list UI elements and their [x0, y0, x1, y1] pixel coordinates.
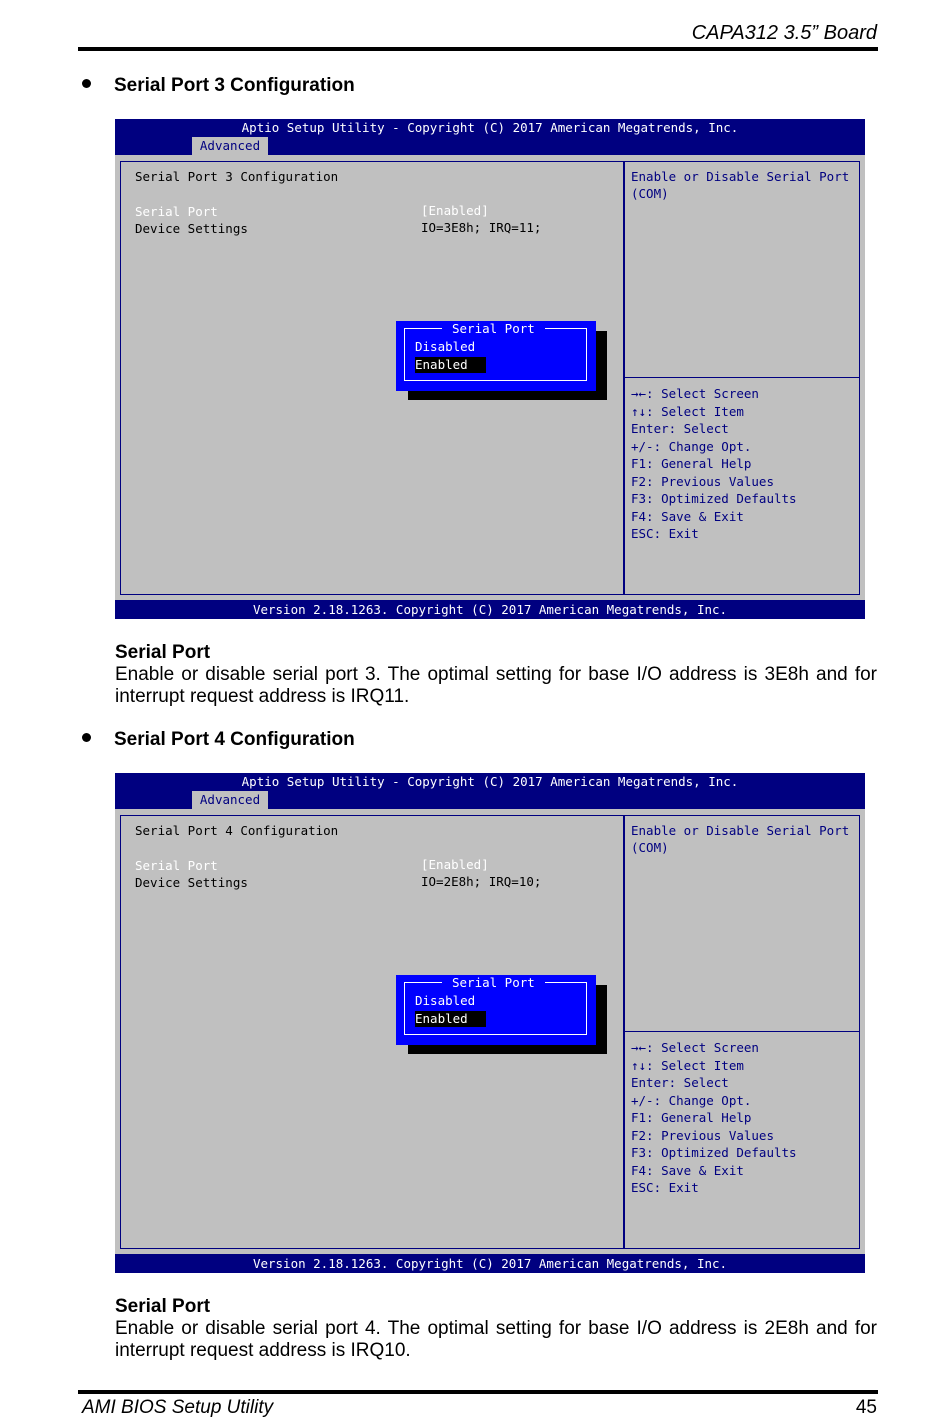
key-help-item: ESC: Exit [631, 1180, 699, 1195]
bios-help-text-line: (COM) [631, 840, 669, 855]
bullet-icon [82, 79, 91, 88]
bios-screenshot [115, 119, 865, 619]
key-help-item: F1: General Help [631, 1110, 752, 1125]
bios-screenshot [115, 773, 865, 1273]
description-title: Serial Port [115, 1296, 211, 1317]
bios-help-text-line: (COM) [631, 186, 669, 201]
key-help-item: →←: Select Screen [631, 1040, 759, 1055]
bios-item-device-settings: Device Settings [135, 875, 248, 890]
bios-page-title: Serial Port 3 Configuration [135, 169, 339, 184]
bios-item-serial-port[interactable]: Serial Port [135, 858, 218, 873]
footer-rule [78, 1390, 878, 1394]
bios-title-text: Aptio Setup Utility - Copyright (C) 2017 American Megatrends, Inc. [241, 774, 739, 789]
bios-version-bar: Version 2.18.1263. Copyright (C) 2017 American Megatrends, Inc. [115, 1254, 865, 1273]
popup-option-enabled[interactable]: Enabled [415, 357, 486, 373]
bios-page-title: Serial Port 4 Configuration [135, 823, 339, 838]
section-heading-text: Serial Port 3 Configuration [114, 75, 355, 96]
document-header-title: CAPA312 3.5” Board [691, 22, 877, 44]
key-help-item: F2: Previous Values [631, 1127, 774, 1143]
bios-title-text: Aptio Setup Utility - Copyright (C) 2017 American Megatrends, Inc. [241, 120, 739, 135]
popup-option-disabled[interactable]: Disabled [415, 339, 476, 354]
bios-help-text-line: Enable or Disable Serial Port [631, 823, 850, 838]
bios-key-help-list [631, 1039, 797, 1197]
key-help-item: F4: Save & Exit [631, 508, 744, 524]
description-block [115, 1296, 877, 1362]
help-panel-divider [624, 377, 860, 378]
popup-title: Serial Port [442, 321, 545, 336]
description-body: Enable or disable serial port 3. The optimal setting for base I/O address is 3E8h and for interrupt request address is IRQ11. [115, 664, 877, 707]
popup-option-enabled[interactable]: Enabled [415, 1011, 486, 1027]
bios-item-serial-port-value[interactable]: [Enabled] [421, 857, 489, 872]
page-number: 45 [855, 1397, 877, 1418]
bios-item-device-settings-value: IO=2E8h; IRQ=10; [421, 874, 542, 889]
key-help-item: Enter: Select [631, 1075, 729, 1090]
key-help-item: ESC: Exit [631, 526, 699, 541]
key-help-item: ↑↓: Select Item [631, 1057, 744, 1073]
key-help-item: F2: Previous Values [631, 473, 774, 489]
description-body: Enable or disable serial port 4. The optimal setting for base I/O address is 2E8h and for interrupt request address is IRQ10. [115, 1318, 877, 1361]
bios-help-text-line: Enable or Disable Serial Port [631, 169, 850, 184]
popup-option-disabled[interactable]: Disabled [415, 993, 476, 1008]
section-heading [82, 75, 355, 97]
key-help-item: F1: General Help [631, 456, 752, 471]
key-help-item: ↑↓: Select Item [631, 403, 744, 419]
key-help-item: F4: Save & Exit [631, 1162, 744, 1178]
key-help-item: →←: Select Screen [631, 386, 759, 401]
section-heading-text: Serial Port 4 Configuration [114, 729, 355, 750]
bios-key-help-list [631, 385, 797, 543]
popup-title: Serial Port [442, 975, 545, 990]
key-help-item: F3: Optimized Defaults [631, 491, 797, 506]
key-help-item: +/-: Change Opt. [631, 438, 752, 454]
bios-item-device-settings-value: IO=3E8h; IRQ=11; [421, 220, 542, 235]
key-help-item: +/-: Change Opt. [631, 1092, 752, 1108]
footer-section-title: AMI BIOS Setup Utility [82, 1397, 274, 1418]
bios-item-serial-port[interactable]: Serial Port [135, 204, 218, 219]
key-help-item: Enter: Select [631, 421, 729, 436]
tab-advanced[interactable]: Advanced [192, 791, 268, 809]
description-title: Serial Port [115, 642, 211, 663]
key-help-item: F3: Optimized Defaults [631, 1145, 797, 1160]
section-heading [82, 729, 355, 751]
serial-port-popup[interactable] [396, 321, 596, 391]
help-panel-divider [624, 1031, 860, 1032]
header-rule [78, 47, 878, 51]
bullet-icon [82, 733, 91, 742]
bios-item-device-settings: Device Settings [135, 221, 248, 236]
bios-item-serial-port-value[interactable]: [Enabled] [421, 203, 489, 218]
tab-advanced[interactable]: Advanced [192, 137, 268, 155]
serial-port-popup[interactable] [396, 975, 596, 1045]
bios-version-bar: Version 2.18.1263. Copyright (C) 2017 American Megatrends, Inc. [115, 600, 865, 619]
description-block [115, 642, 877, 708]
